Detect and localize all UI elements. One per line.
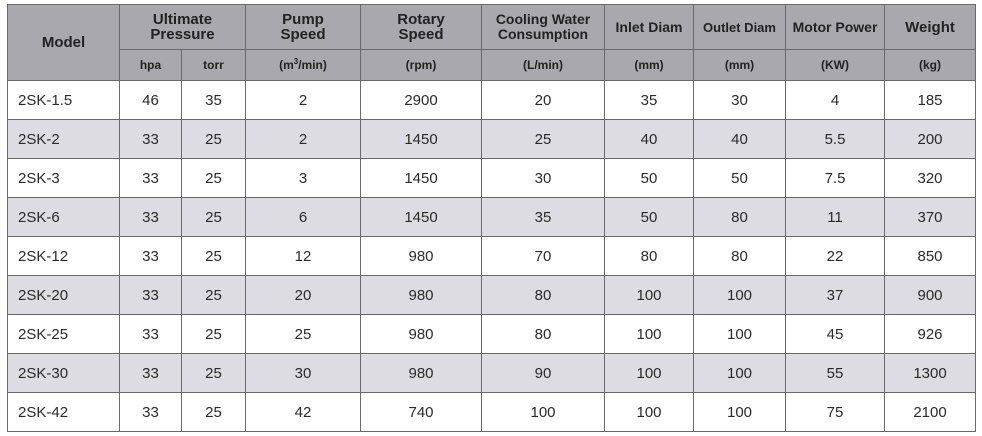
cell-cooling-water: 70 xyxy=(482,237,605,276)
cell-model: 2SK-42 xyxy=(8,393,120,432)
cell-outlet-diam: 100 xyxy=(694,354,786,393)
table-body xyxy=(8,81,976,432)
header-weight: Weight xyxy=(885,5,976,50)
cell-inlet-diam: 100 xyxy=(605,276,694,315)
cell-hpa: 33 xyxy=(120,237,182,276)
cell-hpa: 33 xyxy=(120,120,182,159)
unit-hpa: hpa xyxy=(120,50,182,81)
unit-weight: (kg) xyxy=(885,50,976,81)
cell-weight: 2100 xyxy=(885,393,976,432)
cell-hpa: 46 xyxy=(120,81,182,120)
table-row xyxy=(8,81,976,120)
cell-pump-speed: 2 xyxy=(246,81,361,120)
unit-inlet-diam: (mm) xyxy=(605,50,694,81)
cell-outlet-diam: 30 xyxy=(694,81,786,120)
cell-outlet-diam: 100 xyxy=(694,276,786,315)
cell-motor-power: 37 xyxy=(786,276,885,315)
cell-motor-power: 75 xyxy=(786,393,885,432)
cell-rotary-speed: 980 xyxy=(361,354,482,393)
cell-torr: 25 xyxy=(182,276,246,315)
cell-motor-power: 55 xyxy=(786,354,885,393)
table-header xyxy=(8,5,976,81)
cell-motor-power: 45 xyxy=(786,315,885,354)
cell-rotary-speed: 980 xyxy=(361,237,482,276)
cell-torr: 35 xyxy=(182,81,246,120)
table-row xyxy=(8,393,976,432)
cell-pump-speed: 6 xyxy=(246,198,361,237)
cell-torr: 25 xyxy=(182,198,246,237)
header-inlet-diam: Inlet Diam xyxy=(605,5,694,50)
cell-torr: 25 xyxy=(182,315,246,354)
cell-model: 2SK-20 xyxy=(8,276,120,315)
cell-hpa: 33 xyxy=(120,159,182,198)
cell-rotary-speed: 740 xyxy=(361,393,482,432)
cell-weight: 320 xyxy=(885,159,976,198)
cell-outlet-diam: 40 xyxy=(694,120,786,159)
cell-torr: 25 xyxy=(182,237,246,276)
table-row xyxy=(8,198,976,237)
unit-outlet-diam: (mm) xyxy=(694,50,786,81)
spec-table xyxy=(7,4,976,432)
unit-rotary-speed: (rpm) xyxy=(361,50,482,81)
cell-rotary-speed: 1450 xyxy=(361,198,482,237)
header-rotary-speed: Rotary Speed xyxy=(361,5,482,50)
header-model: Model xyxy=(8,5,120,81)
table-row xyxy=(8,159,976,198)
cell-hpa: 33 xyxy=(120,315,182,354)
cell-torr: 25 xyxy=(182,354,246,393)
cell-weight: 850 xyxy=(885,237,976,276)
cell-cooling-water: 20 xyxy=(482,81,605,120)
cell-weight: 200 xyxy=(885,120,976,159)
cell-hpa: 33 xyxy=(120,393,182,432)
cell-rotary-speed: 980 xyxy=(361,315,482,354)
cell-model: 2SK-12 xyxy=(8,237,120,276)
cell-weight: 185 xyxy=(885,81,976,120)
unit-pump-speed: $(m^3/\min)$ xyxy=(246,50,361,81)
unit-torr: torr xyxy=(182,50,246,81)
cell-inlet-diam: 35 xyxy=(605,81,694,120)
cell-cooling-water: 80 xyxy=(482,315,605,354)
unit-cooling-water: (L/min) xyxy=(482,50,605,81)
header-pump-speed: Pump Speed xyxy=(246,5,361,50)
cell-pump-speed: 12 xyxy=(246,237,361,276)
cell-cooling-water: 35 xyxy=(482,198,605,237)
cell-rotary-speed: 1450 xyxy=(361,159,482,198)
header-motor-power: Motor Power xyxy=(786,5,885,50)
spec-table-container xyxy=(7,4,976,432)
table-row xyxy=(8,315,976,354)
cell-rotary-speed: 2900 xyxy=(361,81,482,120)
cell-motor-power: 22 xyxy=(786,237,885,276)
cell-cooling-water: 100 xyxy=(482,393,605,432)
table-row xyxy=(8,120,976,159)
cell-hpa: 33 xyxy=(120,198,182,237)
cell-outlet-diam: 80 xyxy=(694,198,786,237)
cell-cooling-water: 80 xyxy=(482,276,605,315)
cell-model: 2SK-6 xyxy=(8,198,120,237)
cell-rotary-speed: 980 xyxy=(361,276,482,315)
cell-weight: 1300 xyxy=(885,354,976,393)
cell-cooling-water: 25 xyxy=(482,120,605,159)
cell-pump-speed: 25 xyxy=(246,315,361,354)
cell-torr: 25 xyxy=(182,393,246,432)
unit-motor-power: (KW) xyxy=(786,50,885,81)
cell-pump-speed: 30 xyxy=(246,354,361,393)
cell-outlet-diam: 100 xyxy=(694,315,786,354)
cell-torr: 25 xyxy=(182,120,246,159)
table-row xyxy=(8,276,976,315)
cell-model: 2SK-25 xyxy=(8,315,120,354)
cell-motor-power: 4 xyxy=(786,81,885,120)
cell-inlet-diam: 100 xyxy=(605,354,694,393)
cell-rotary-speed: 1450 xyxy=(361,120,482,159)
cell-model: 2SK-30 xyxy=(8,354,120,393)
cell-model: 2SK-2 xyxy=(8,120,120,159)
cell-inlet-diam: 100 xyxy=(605,315,694,354)
cell-model: 2SK-1.5 xyxy=(8,81,120,120)
table-row xyxy=(8,354,976,393)
cell-inlet-diam: 50 xyxy=(605,159,694,198)
header-ultimate-pressure: Ultimate Pressure xyxy=(120,5,246,50)
cell-model: 2SK-3 xyxy=(8,159,120,198)
cell-pump-speed: 2 xyxy=(246,120,361,159)
cell-weight: 926 xyxy=(885,315,976,354)
cell-inlet-diam: 50 xyxy=(605,198,694,237)
cell-weight: 370 xyxy=(885,198,976,237)
cell-inlet-diam: 80 xyxy=(605,237,694,276)
header-outlet-diam: Outlet Diam xyxy=(694,5,786,50)
cell-cooling-water: 30 xyxy=(482,159,605,198)
table-row xyxy=(8,237,976,276)
cell-hpa: 33 xyxy=(120,276,182,315)
cell-pump-speed: 3 xyxy=(246,159,361,198)
cell-motor-power: 5.5 xyxy=(786,120,885,159)
cell-motor-power: 11 xyxy=(786,198,885,237)
cell-motor-power: 7.5 xyxy=(786,159,885,198)
cell-outlet-diam: 100 xyxy=(694,393,786,432)
cell-outlet-diam: 50 xyxy=(694,159,786,198)
header-cooling-water: Cooling Water Consumption xyxy=(482,5,605,50)
cell-torr: 25 xyxy=(182,159,246,198)
cell-cooling-water: 90 xyxy=(482,354,605,393)
cell-hpa: 33 xyxy=(120,354,182,393)
cell-pump-speed: 42 xyxy=(246,393,361,432)
cell-inlet-diam: 100 xyxy=(605,393,694,432)
cell-inlet-diam: 40 xyxy=(605,120,694,159)
cell-pump-speed: 20 xyxy=(246,276,361,315)
cell-outlet-diam: 80 xyxy=(694,237,786,276)
cell-weight: 900 xyxy=(885,276,976,315)
